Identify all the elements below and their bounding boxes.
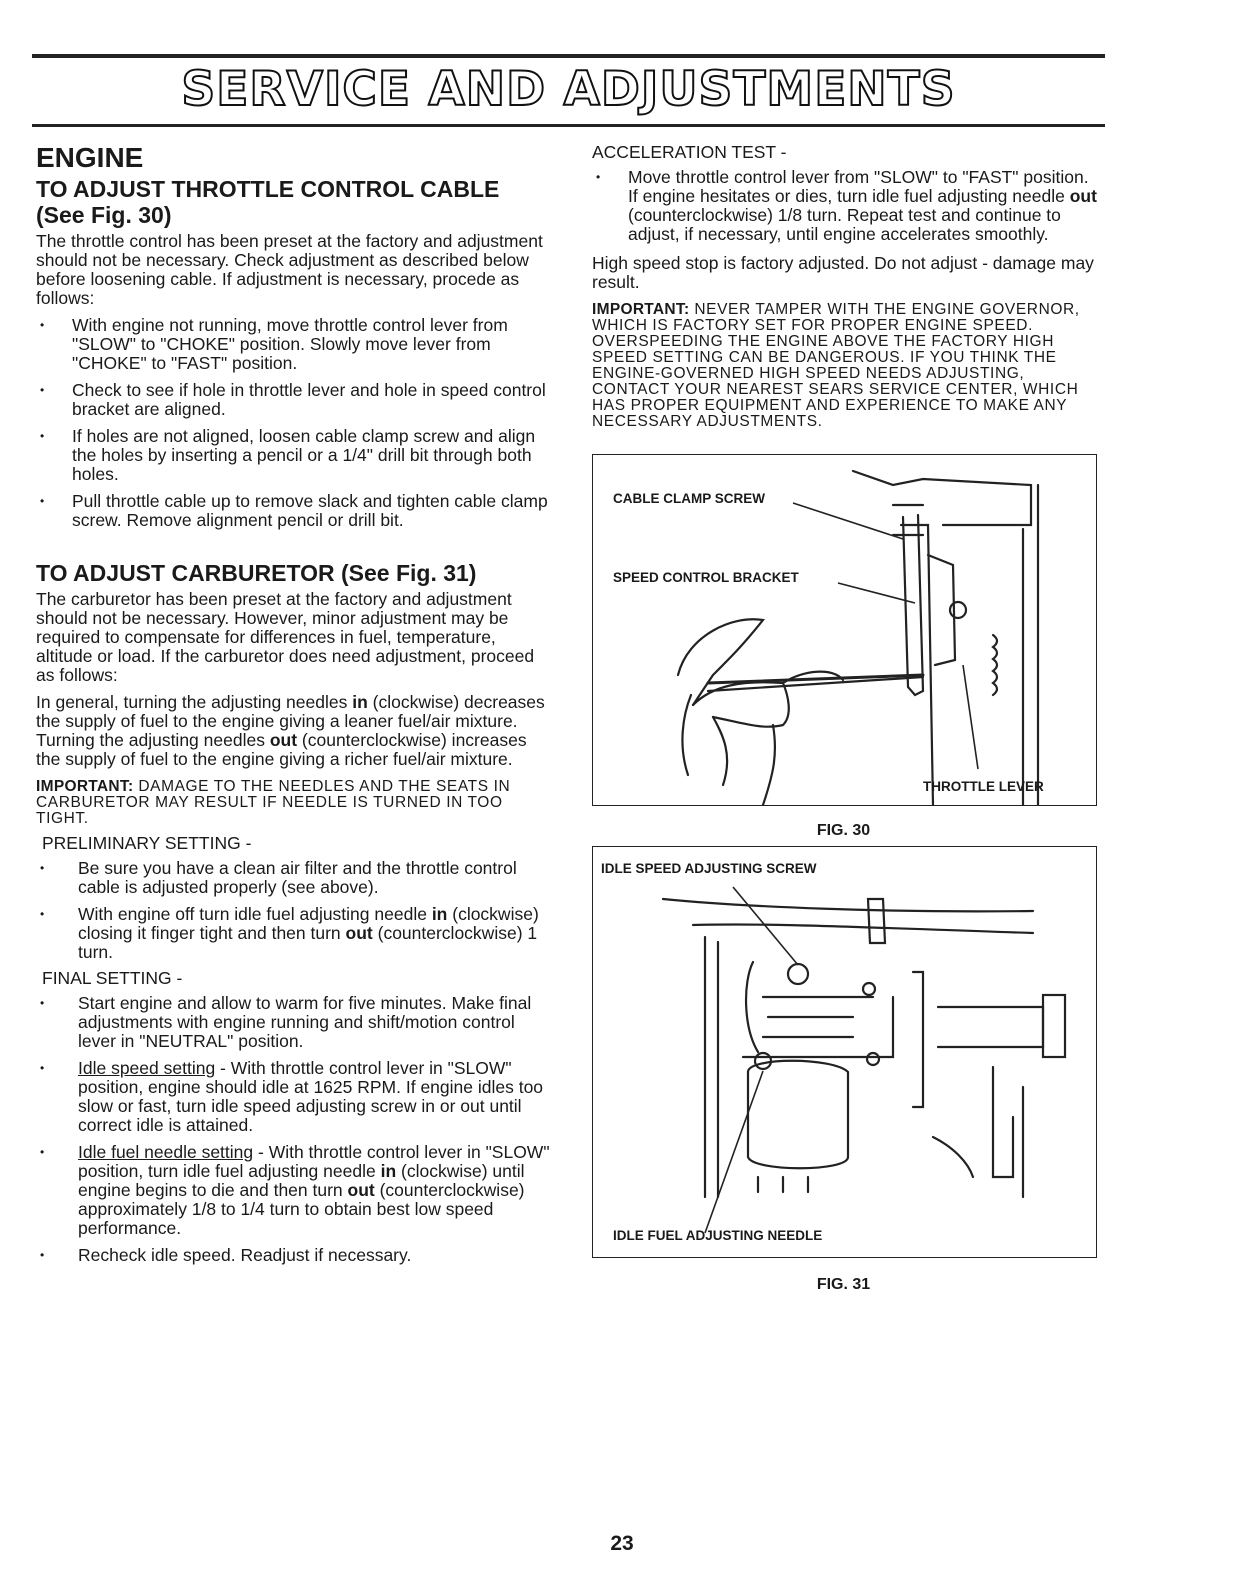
list-item: • Recheck idle speed. Readjust if necessary.	[36, 1246, 550, 1265]
label-throttle-lever: THROTTLE LEVER	[923, 779, 1044, 794]
text-run: (clockwise) until engine begins to die and then turn	[78, 1161, 525, 1200]
leader-cable-clamp	[793, 503, 903, 539]
text-run: (counterclockwise) 1 turn.	[78, 923, 538, 962]
throttle-heading-line2: (See Fig. 30)	[36, 202, 172, 228]
important-label: IMPORTANT:	[36, 778, 134, 795]
text-run: (counterclockwise) 1/8 turn. Repeat test and continue to adjust, if necessary, until engine accelerates smoothly.	[628, 205, 1061, 244]
fig31-box	[592, 846, 1097, 1258]
list-item: • Start engine and allow to warm for five minutes. Make final adjustments with engine running and shift/motion control lever in "NEUTRAL" position.	[36, 994, 550, 1051]
carburetor-general	[36, 693, 550, 769]
page-title: SERVICE AND ADJUSTMENTS	[181, 62, 956, 117]
left-column	[36, 142, 550, 1265]
text-run: With engine off turn idle fuel adjusting needle	[78, 904, 432, 924]
title-rule	[32, 124, 1105, 127]
carb-body-outline	[746, 962, 758, 1052]
throttle-heading	[36, 176, 550, 228]
page-number: 23	[610, 1532, 634, 1555]
label-idle-speed-adjusting-screw: IDLE SPEED ADJUSTING SCREW	[601, 861, 817, 876]
text-run: out	[269, 730, 298, 750]
list-item	[36, 905, 550, 962]
text-run: in	[380, 1161, 397, 1181]
leader-throttle-lever	[963, 665, 978, 769]
throttle-steps	[36, 316, 550, 530]
important-label: IMPORTANT:	[592, 301, 690, 318]
text-run: (counterclockwise) approximately 1/8 to 1/4 turn to obtain best low speed performance.	[78, 1180, 525, 1238]
text-run: Move throttle control lever from "SLOW" to "FAST" position. If engine hesitates or dies, turn idle fuel adjusting needle	[628, 167, 1089, 206]
text-run: (counterclockwise) increases the supply of fuel to the engine giving a richer fuel/air mixture.	[36, 730, 527, 769]
text-run: out	[347, 1180, 375, 1200]
final-steps	[36, 994, 550, 1265]
fuel-bowl-mount	[913, 972, 923, 1107]
acceleration-heading: ACCELERATION TEST -	[592, 142, 787, 162]
text-run: out	[345, 923, 373, 943]
label-speed-control-bracket: SPEED CONTROL BRACKET	[613, 570, 799, 585]
speed-control-bracket	[903, 515, 923, 695]
throttle-intro: The throttle control has been preset at the factory and adjustment should not be necessary. Check adjustment as described below before loosening cable. If adjustment is necessary, procede as follows:	[36, 231, 543, 308]
frame-left	[705, 937, 718, 1197]
list-item: • If holes are not aligned, loosen cable clamp screw and align the holes by inserting a pencil or a 1/4" drill bit through both holes.	[36, 427, 550, 484]
fig30-drawing	[593, 455, 1096, 805]
section-heading-engine: ENGINE	[36, 142, 144, 173]
fig31-drawing	[593, 847, 1096, 1257]
leader-speed-bracket	[838, 583, 915, 603]
throttle-heading-line1: TO ADJUST THROTTLE CONTROL CABLE	[36, 176, 500, 202]
label-cable-clamp-screw: CABLE CLAMP SCREW	[613, 491, 766, 506]
hand-outline	[678, 619, 763, 705]
preliminary-steps	[36, 859, 550, 962]
fuel-line-top	[663, 899, 1033, 911]
top-rule	[32, 54, 1105, 58]
list-item: • Check to see if hole in throttle lever and hole in speed control bracket are aligned.	[36, 381, 550, 419]
fig31-caption: FIG. 31	[816, 1276, 871, 1293]
carburetor-intro: The carburetor has been preset at the factory and adjustment should not be necessary. However, minor adjustment may be required to compensate for differences in fuel, temperature, altitude or load. If the carburetor does need adjustment, proceed as follows:	[36, 589, 535, 685]
carburetor-important	[36, 779, 550, 827]
list-item	[592, 168, 1097, 244]
text-run: In general, turning the adjusting needles	[36, 692, 353, 712]
text-run: NEVER TAMPER WITH THE ENGINE GOVERNOR, WHICH IS FACTORY SET FOR PROPER ENGINE SPEED. OVERSPEEDING THE ENGINE ABOVE THE FACTORY HIGH SPEED SETTING CAN BE DANGEROUS. IF YOU THINK THE ENGINE-GOVERNED HIGH SPEED NEEDS ADJUSTING, CONTACT YOUR NEAREST SEARS SERVICE CENTER, WHICH HAS PROPER EQUIPMENT AND EXPERIENCE TO MAKE ANY NECESSARY ADJUSTMENTS.	[592, 301, 1080, 430]
label-idle-fuel-adjusting-needle: IDLE FUEL ADJUSTING NEEDLE	[613, 1228, 823, 1243]
preliminary-heading: PRELIMINARY SETTING -	[42, 833, 252, 853]
text-run: in	[431, 904, 448, 924]
text-run: DAMAGE TO THE NEEDLES AND THE SEATS IN CARBURETOR MAY RESULT IF NEEDLE IS TURNED IN TOO TIGHT.	[36, 778, 511, 827]
list-item: • Pull throttle cable up to remove slack and tighten cable clamp screw. Remove alignment pencil or drill bit.	[36, 492, 550, 530]
carburetor-heading: TO ADJUST CARBURETOR (See Fig. 31)	[36, 560, 477, 586]
leader-idle-fuel	[705, 1071, 763, 1233]
acceleration-steps	[592, 168, 1097, 244]
fig30-box	[592, 454, 1097, 806]
text-run: Idle fuel needle setting	[78, 1142, 254, 1162]
engine-housing-line	[853, 471, 1031, 525]
idle-speed-screw	[788, 964, 808, 984]
list-item: • With engine not running, move throttle control lever from "SLOW" to "CHOKE" position. Slowly move lever from "CHOKE" to "FAST" position.	[36, 316, 550, 373]
high-speed-note: High speed stop is factory adjusted. Do not adjust - damage may result.	[592, 253, 1094, 292]
final-heading: FINAL SETTING -	[42, 968, 183, 988]
text-run: out	[1069, 186, 1097, 206]
right-column	[592, 142, 1097, 1294]
text-run: (clockwise) decreases the supply of fuel to the engine giving a leaner fuel/air mixture. Turning the adjusting needles	[36, 692, 545, 750]
idle-fuel-needle	[755, 1053, 771, 1069]
text-run: - With throttle control lever in "SLOW" position, engine should idle at 1625 RPM. If engine idles too slow or fast, turn idle speed adjusting screw in or out until correct idle is attained.	[78, 1058, 544, 1135]
list-item	[36, 1143, 550, 1238]
line-clamp	[868, 899, 885, 943]
text-run: Idle speed setting	[78, 1058, 216, 1078]
text-run: - With throttle control lever in "SLOW" position, turn idle fuel adjusting needle	[78, 1142, 550, 1181]
list-item: • Be sure you have a clean air filter and the throttle control cable is adjusted properly (see above).	[36, 859, 550, 897]
spring-coil	[950, 602, 966, 618]
text-run: in	[352, 692, 368, 712]
text-run: (clockwise) closing it finger tight and then turn	[78, 904, 539, 943]
fitting-nut	[1043, 995, 1065, 1057]
fuel-bowl	[748, 1061, 848, 1169]
governor-important	[592, 302, 1097, 430]
list-item	[36, 1059, 550, 1135]
fig30-caption: FIG. 30	[816, 822, 871, 839]
